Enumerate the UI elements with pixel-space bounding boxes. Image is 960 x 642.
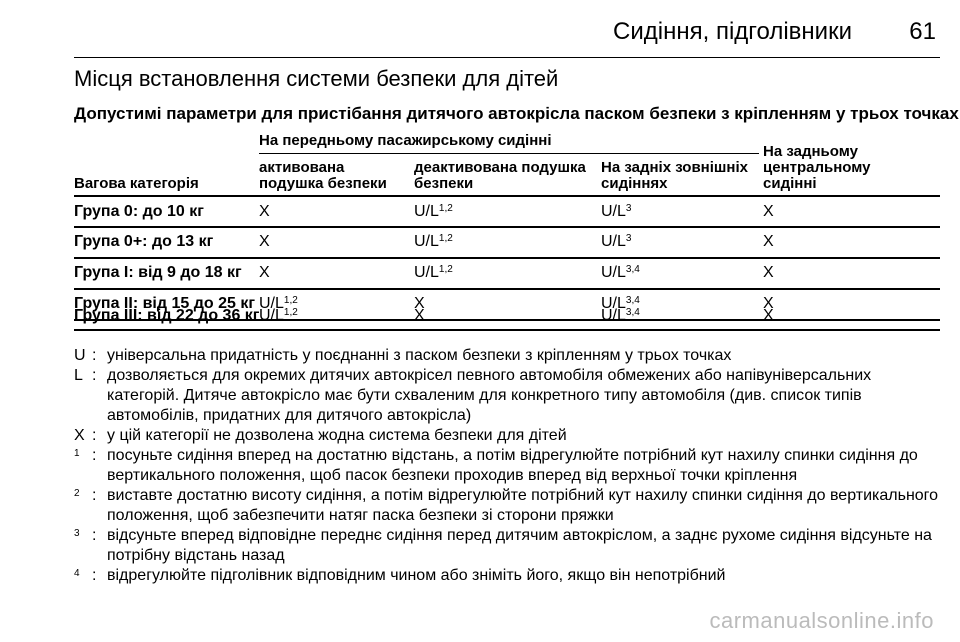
row-front-off: $U/L^{1,2}$ bbox=[414, 264, 453, 281]
header-rule bbox=[74, 57, 940, 58]
table-header-rule bbox=[74, 195, 940, 197]
legend-item: U : універсальна придатність у поєднанні з паском безпеки з кріпленням у трьох точках bbox=[74, 346, 940, 366]
row-group: Група I: від 9 до 18 кг bbox=[74, 264, 242, 281]
legend-key: L bbox=[74, 367, 83, 384]
header-front-airbag-on: активована подушка безпеки bbox=[259, 159, 387, 192]
row-rear-outer: $U/L^3$ bbox=[601, 203, 632, 220]
footnote: 2 : виставте достатню висоту сидіння, а потім відрегулюйте потрібний кут нахилу спинки сидіння до вертикального положення, щоб забезпечити натяг паска безпеки зі сторони пряжки bbox=[74, 486, 940, 526]
row-front-off: X bbox=[414, 295, 425, 312]
row-rear-center: X bbox=[763, 203, 774, 220]
legend-item: L : дозволяється для окремих дитячих автокрісел певного автомобіля обмежених або напівуніверсальних категорій. Дитяче автокрісло має бути схваленим для конкретного типу автомобіля (див. список типів автомобілів, придатних для дитячого автокрісла) bbox=[74, 366, 940, 426]
header-weight: Вагова категорія bbox=[74, 175, 199, 192]
row-rear-center: X bbox=[763, 307, 774, 324]
row-front-off: X bbox=[414, 307, 425, 324]
row-group: Група 0: до 10 кг bbox=[74, 203, 204, 220]
footnote-text: відсуньте вперед відповідне переднє сидіння перед дитячим автокріслом, а заднє рухоме сидіння відсуньте на потрібну відстань назад bbox=[107, 527, 932, 564]
footnote: 4 : відрегулюйте підголівник відповідним чином або зніміть його, якщо він непотрібний bbox=[74, 566, 940, 586]
legend-key: U bbox=[74, 347, 86, 364]
legend-text: універсальна придатність у поєднанні з паском безпеки з кріпленням у трьох точках bbox=[107, 347, 732, 364]
row-rear-outer: $U/L^{3,4}$ bbox=[601, 307, 640, 324]
row-group: Група 0+: до 13 кг bbox=[74, 233, 214, 250]
header-rear-center: На задньому центральному сидінні bbox=[763, 143, 871, 192]
footnote-key: 2 bbox=[74, 488, 80, 499]
header-front-group: На передньому пасажирському сидінні bbox=[259, 132, 552, 149]
row-front-on: $U/L^{1,2}$ bbox=[259, 307, 298, 324]
watermark: carmanualsonline.info bbox=[709, 608, 934, 633]
footnote: 1 : посуньте сидіння вперед на достатню відстань, а потім відрегулюйте потрібний кут нахилу спинки сидіння до вертикального положення, щоб пасок безпеки проходив вперед від верхньої точки кріплення bbox=[74, 446, 940, 486]
row-front-off: $U/L^{1,2}$ bbox=[414, 233, 453, 250]
row-front-on: X bbox=[259, 264, 270, 281]
page-header bbox=[0, 18, 960, 58]
legend-text: у цій категорії не дозволена жодна система безпеки для дітей bbox=[107, 427, 567, 444]
legend-item: X : у цій категорії не дозволена жодна система безпеки для дітей bbox=[74, 426, 940, 446]
footnote-key: 3 bbox=[74, 528, 80, 539]
row-front-on: X bbox=[259, 203, 270, 220]
row-rear-center: X bbox=[763, 295, 774, 312]
row-group: Група III: від 22 до 36 кг bbox=[74, 307, 260, 324]
row-rear-outer: $U/L^3$ bbox=[601, 233, 632, 250]
section-title: Сидіння, підголівники bbox=[613, 18, 852, 45]
header-group-rule bbox=[259, 153, 759, 154]
row-group: Група II: від 15 до 25 кг bbox=[74, 295, 256, 312]
row-front-off: $U/L^{1,2}$ bbox=[414, 203, 453, 220]
footnote-text: посуньте сидіння вперед на достатню відстань, а потім відрегулюйте потрібний кут нахилу спинки сидіння до вертикального положення, щоб пасок безпеки проходив вперед від верхньої точки кріплення bbox=[107, 447, 918, 484]
row-rear-outer: $U/L^{3,4}$ bbox=[601, 264, 640, 281]
row-front-on: X bbox=[259, 233, 270, 250]
header-front-airbag-off: деактивована подушка безпеки bbox=[414, 159, 586, 192]
table-bottom-rule bbox=[74, 329, 940, 331]
row-rule bbox=[74, 288, 940, 290]
table-subtitle: Допустимі параметри для пристібання дитячого автокрісла паском безпеки з кріпленням у трьох точках bbox=[74, 104, 959, 123]
page-title: Місця встановлення системи безпеки для дітей bbox=[74, 66, 559, 91]
page-number: 61 bbox=[909, 18, 936, 45]
footnote-key: 4 bbox=[74, 568, 80, 579]
footnote: 3 : відсуньте вперед відповідне переднє сидіння перед дитячим автокріслом, а заднє рухоме сидіння відсуньте на потрібну відстань назад bbox=[74, 526, 940, 566]
row-rear-center: X bbox=[763, 233, 774, 250]
footnote-text: відрегулюйте підголівник відповідним чином або зніміть його, якщо він непотрібний bbox=[107, 567, 726, 584]
footnote-key: 1 bbox=[74, 448, 80, 459]
footnote-text: виставте достатню висоту сидіння, а потім відрегулюйте потрібний кут нахилу спинки сидіння до вертикального положення, щоб забезпечити натяг паска безпеки зі сторони пряжки bbox=[107, 487, 939, 524]
row-front-on: $U/L^{1,2}$ bbox=[259, 295, 298, 312]
row-rear-center: X bbox=[763, 264, 774, 281]
row-rule bbox=[74, 226, 940, 228]
legend-text: дозволяється для окремих дитячих автокрісел певного автомобіля обмежених або напівуніверсальних категорій. Дитяче автокрісло має бути схваленим для конкретного типу автомобіля (див. список типів автомобілів, придатних для дитячого автокрісла) bbox=[107, 367, 872, 424]
row-rear-outer: $U/L^{3,4}$ bbox=[601, 295, 640, 312]
legend-key: X bbox=[74, 427, 85, 444]
row-rule bbox=[74, 257, 940, 259]
header-rear-outer: На задніх зовнішніх сидіннях bbox=[601, 159, 748, 192]
